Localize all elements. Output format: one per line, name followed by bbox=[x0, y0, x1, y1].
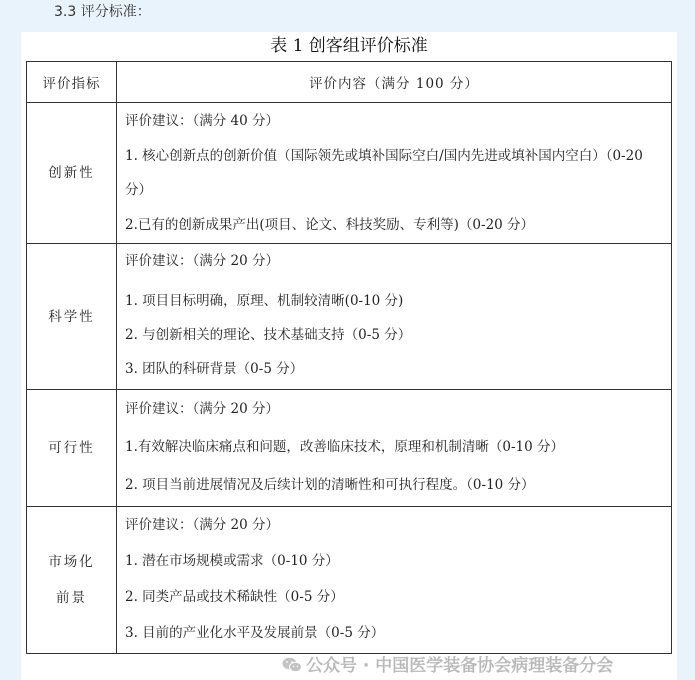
criterion-content bbox=[117, 244, 672, 390]
table-row-scientific bbox=[27, 244, 672, 390]
table-title: 表 1 创客组评价标准 bbox=[270, 36, 428, 56]
criterion-item: 1. 核心创新点的创新价值（国际领先或填补国际空白/国内先进或填补国内空白）（0-20 分） bbox=[125, 148, 643, 198]
criterion-name-line: 前景 bbox=[56, 590, 87, 606]
criterion-item: 1. 项目目标明确，原理、机制较清晰(0-10 分) bbox=[125, 293, 404, 309]
criterion-item: 1.有效解决临床痛点和问题，改善临床技术，原理和机制清晰（0-10 分） bbox=[125, 439, 564, 455]
table-row-feasibility bbox=[27, 390, 672, 507]
criterion-item: 2. 同类产品或技术稀缺性（0-5 分） bbox=[125, 589, 344, 605]
criterion-item: 2. 与创新相关的理论、技术基础支持（0-5 分） bbox=[125, 327, 412, 343]
criterion-suggestion: 评价建议：（满分 40 分） bbox=[125, 113, 280, 129]
criterion-content bbox=[117, 507, 672, 654]
criterion-name-line: 科学性 bbox=[48, 308, 95, 325]
header-indicator: 评价指标 bbox=[27, 62, 117, 103]
criterion-item: 3. 团队的科研背景（0-5 分） bbox=[125, 361, 304, 377]
watermark-text: 公众号 · 中国医学装备协会病理装备分会 bbox=[306, 656, 614, 676]
criterion-name-line: 可行性 bbox=[48, 440, 95, 456]
criterion-name-line: 创新性 bbox=[48, 165, 95, 181]
header-content: 评价内容（满分 100 分） bbox=[117, 62, 672, 103]
criterion-suggestion: 评价建议：（满分 20 分） bbox=[125, 401, 280, 417]
criterion-item: 1. 潜在市场规模或需求（0-10 分） bbox=[125, 553, 339, 569]
section-heading: 3.3 评分标准： bbox=[54, 4, 151, 20]
criterion-name bbox=[27, 507, 117, 654]
criterion-name bbox=[27, 244, 117, 390]
watermark bbox=[282, 651, 613, 676]
criterion-suggestion: 评价建议：（满分 20 分） bbox=[125, 253, 280, 269]
table-row-market bbox=[27, 507, 672, 654]
criterion-item: 2. 项目当前进展情况及后续计划的清晰性和可执行程度。（0-10 分） bbox=[125, 477, 535, 493]
criterion-suggestion: 评价建议：（满分 20 分） bbox=[125, 517, 280, 533]
evaluation-table bbox=[26, 61, 672, 654]
table-header-row bbox=[27, 62, 672, 103]
criterion-name bbox=[27, 390, 117, 507]
criterion-content bbox=[117, 103, 672, 244]
table-row-innovation bbox=[27, 103, 672, 244]
criterion-name bbox=[27, 103, 117, 244]
criterion-item: 3. 目前的产业化水平及发展前景（0-5 分） bbox=[125, 625, 385, 641]
document-sheet bbox=[21, 32, 677, 680]
criterion-item: 2.已有的创新成果产出(项目、论文、科技奖励、专利等)（0-20 分） bbox=[125, 217, 535, 233]
wechat-icon bbox=[282, 657, 302, 673]
criterion-content bbox=[117, 390, 672, 507]
criterion-name-line: 市场化 bbox=[48, 554, 95, 570]
